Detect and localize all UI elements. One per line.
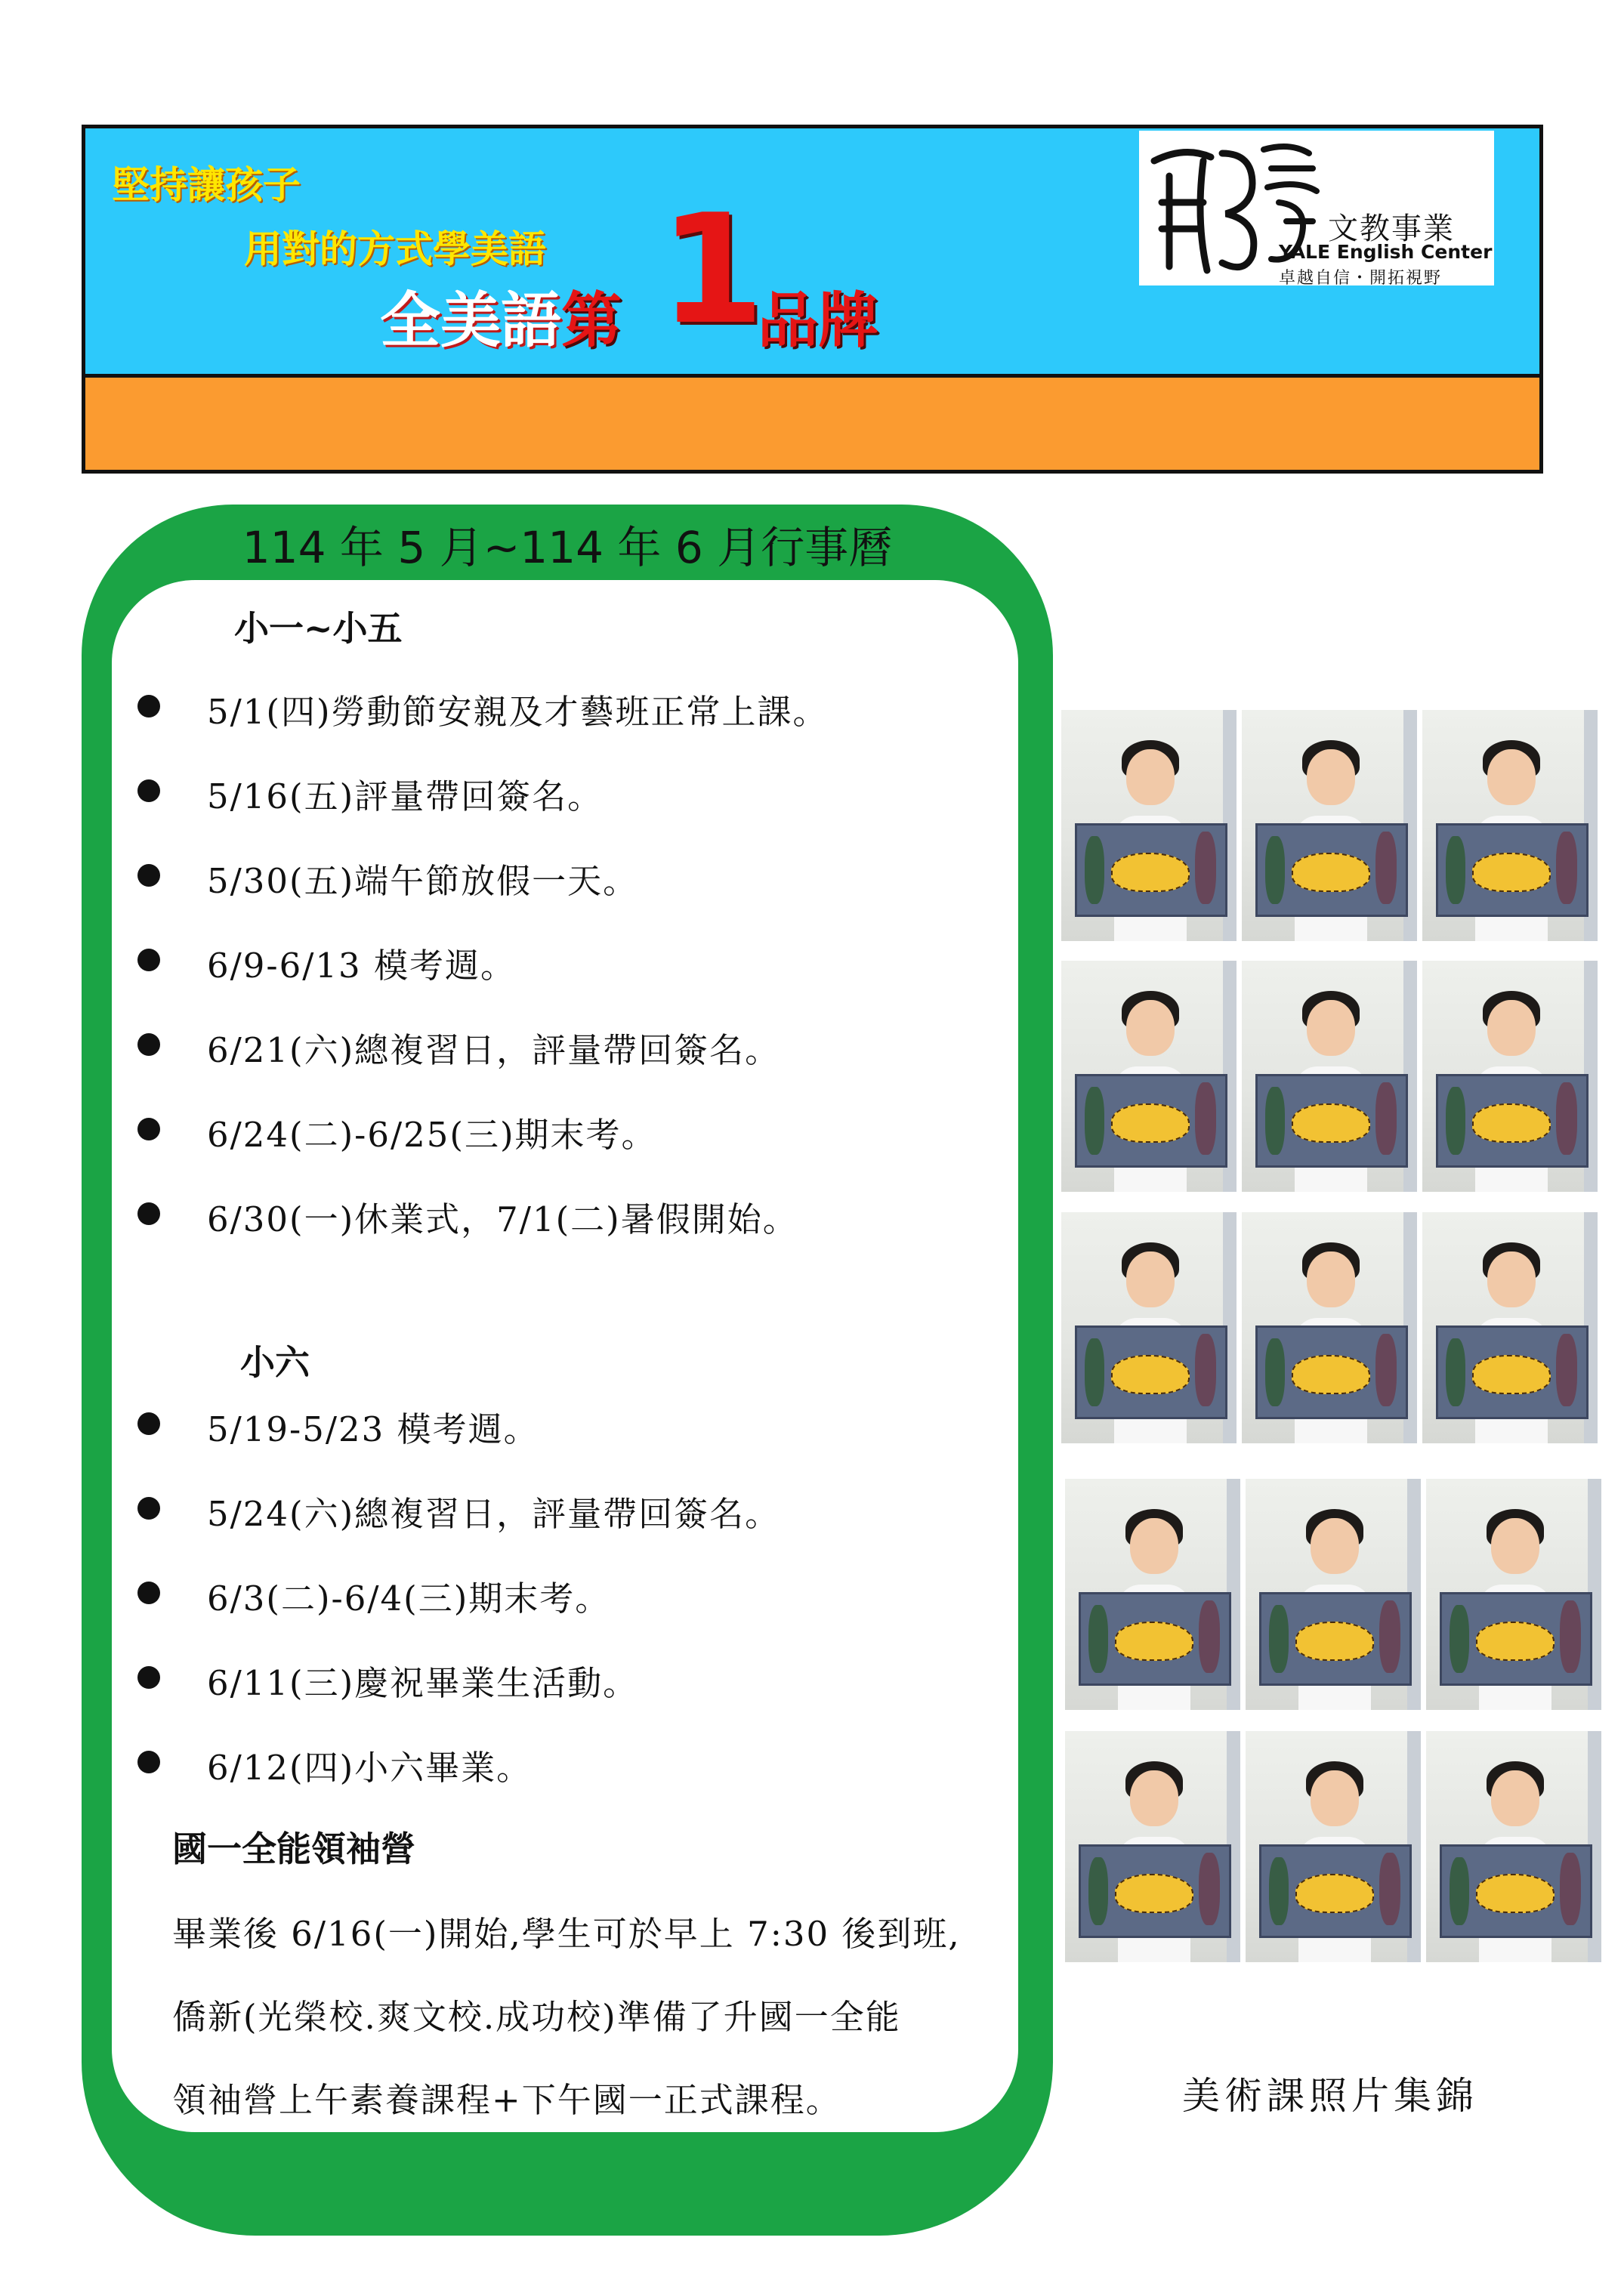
camp-description-line: 領袖營上午素養課程+下午國一正式課程。 bbox=[172, 2080, 841, 2120]
art-class-photo bbox=[1061, 710, 1237, 941]
art-class-photo bbox=[1246, 1479, 1421, 1710]
bullet-icon bbox=[137, 779, 160, 802]
slogan-rank-prefix: 第 bbox=[561, 285, 622, 356]
gallery-caption: 美術課照片集錦 bbox=[1182, 2074, 1478, 2118]
art-class-photo bbox=[1426, 1479, 1601, 1710]
section-heading-grade6: 小六 bbox=[240, 1342, 310, 1383]
banner-blue-area bbox=[85, 128, 1539, 378]
logo-chinese-text: 文教事業 bbox=[1328, 211, 1455, 246]
yale-logo bbox=[1139, 131, 1494, 288]
camp-description-line: 僑新(光榮校.爽文校.成功校)準備了升國一全能 bbox=[172, 1997, 901, 2037]
section-heading-leadership-camp: 國一全能領袖營 bbox=[172, 1829, 415, 1869]
bullet-icon bbox=[137, 1118, 160, 1140]
bullet-icon bbox=[137, 1582, 160, 1604]
list-item: 6/11(三)慶祝畢業生活動。 bbox=[207, 1656, 638, 1701]
camp-description-line: 畢業後 6/16(一)開始,學生可於早上 7:30 後到班, bbox=[172, 1914, 961, 1954]
bullet-icon bbox=[137, 1666, 160, 1689]
list-item: 6/24(二)-6/25(三)期末考。 bbox=[207, 1107, 657, 1153]
slogan-all-english: 全美語 bbox=[380, 285, 561, 356]
list-item: 6/30(一)休業式，7/1(二)暑假開始。 bbox=[207, 1192, 798, 1237]
bullet-icon bbox=[137, 949, 160, 971]
art-class-photo bbox=[1242, 1212, 1417, 1443]
bullet-icon bbox=[137, 695, 160, 718]
art-class-photo bbox=[1246, 1731, 1421, 1962]
art-class-photo bbox=[1065, 1731, 1240, 1962]
art-class-photo bbox=[1422, 710, 1598, 941]
art-class-photo bbox=[1242, 961, 1417, 1192]
list-item: 6/9-6/13 模考週。 bbox=[207, 938, 516, 983]
header-banner bbox=[82, 125, 1543, 474]
art-class-photo bbox=[1422, 1212, 1598, 1443]
slogan-brand: 品牌 bbox=[758, 285, 878, 356]
bullet-icon bbox=[137, 1412, 160, 1435]
art-class-photo bbox=[1426, 1731, 1601, 1962]
bullet-icon bbox=[137, 1202, 160, 1225]
calendar-content bbox=[112, 580, 1018, 2132]
slogan-line-2: 用對的方式學美語 bbox=[244, 227, 546, 271]
list-item: 6/12(四)小六畢業。 bbox=[207, 1740, 532, 1785]
list-item: 5/1(四)勞動節安親及才藝班正常上課。 bbox=[207, 684, 829, 730]
bullet-icon bbox=[137, 1497, 160, 1520]
logo-tagline: 卓越自信・開拓視野 bbox=[1279, 269, 1443, 288]
slogan-line-1: 堅持讓孩子 bbox=[112, 163, 301, 207]
section-heading-grade1-5: 小一~小五 bbox=[234, 608, 403, 649]
bullet-icon bbox=[137, 864, 160, 887]
art-class-photo bbox=[1242, 710, 1417, 941]
art-class-photo bbox=[1061, 961, 1237, 1192]
slogan-line-3 bbox=[380, 272, 622, 359]
art-class-photo bbox=[1422, 961, 1598, 1192]
list-item: 6/21(六)總複習日，評量帶回簽名。 bbox=[207, 1023, 780, 1068]
slogan-number-one: 1 bbox=[659, 182, 765, 358]
banner-orange-area bbox=[85, 378, 1539, 470]
list-item: 5/19-5/23 模考週。 bbox=[207, 1402, 539, 1447]
bullet-icon bbox=[137, 1033, 160, 1056]
logo-english-text: YALE English Center bbox=[1279, 241, 1493, 263]
art-class-photo bbox=[1061, 1212, 1237, 1443]
calendar-title: 114 年 5 月~114 年 6 月行事曆 bbox=[242, 522, 893, 573]
bullet-icon bbox=[137, 1751, 160, 1773]
list-item: 6/3(二)-6/4(三)期末考。 bbox=[207, 1571, 610, 1616]
list-item: 5/16(五)評量帶回簽名。 bbox=[207, 769, 603, 814]
list-item: 5/30(五)端午節放假一天。 bbox=[207, 853, 638, 899]
list-item: 5/24(六)總複習日，評量帶回簽名。 bbox=[207, 1486, 780, 1532]
calendar-panel bbox=[82, 505, 1053, 2236]
art-class-photo bbox=[1065, 1479, 1240, 1710]
